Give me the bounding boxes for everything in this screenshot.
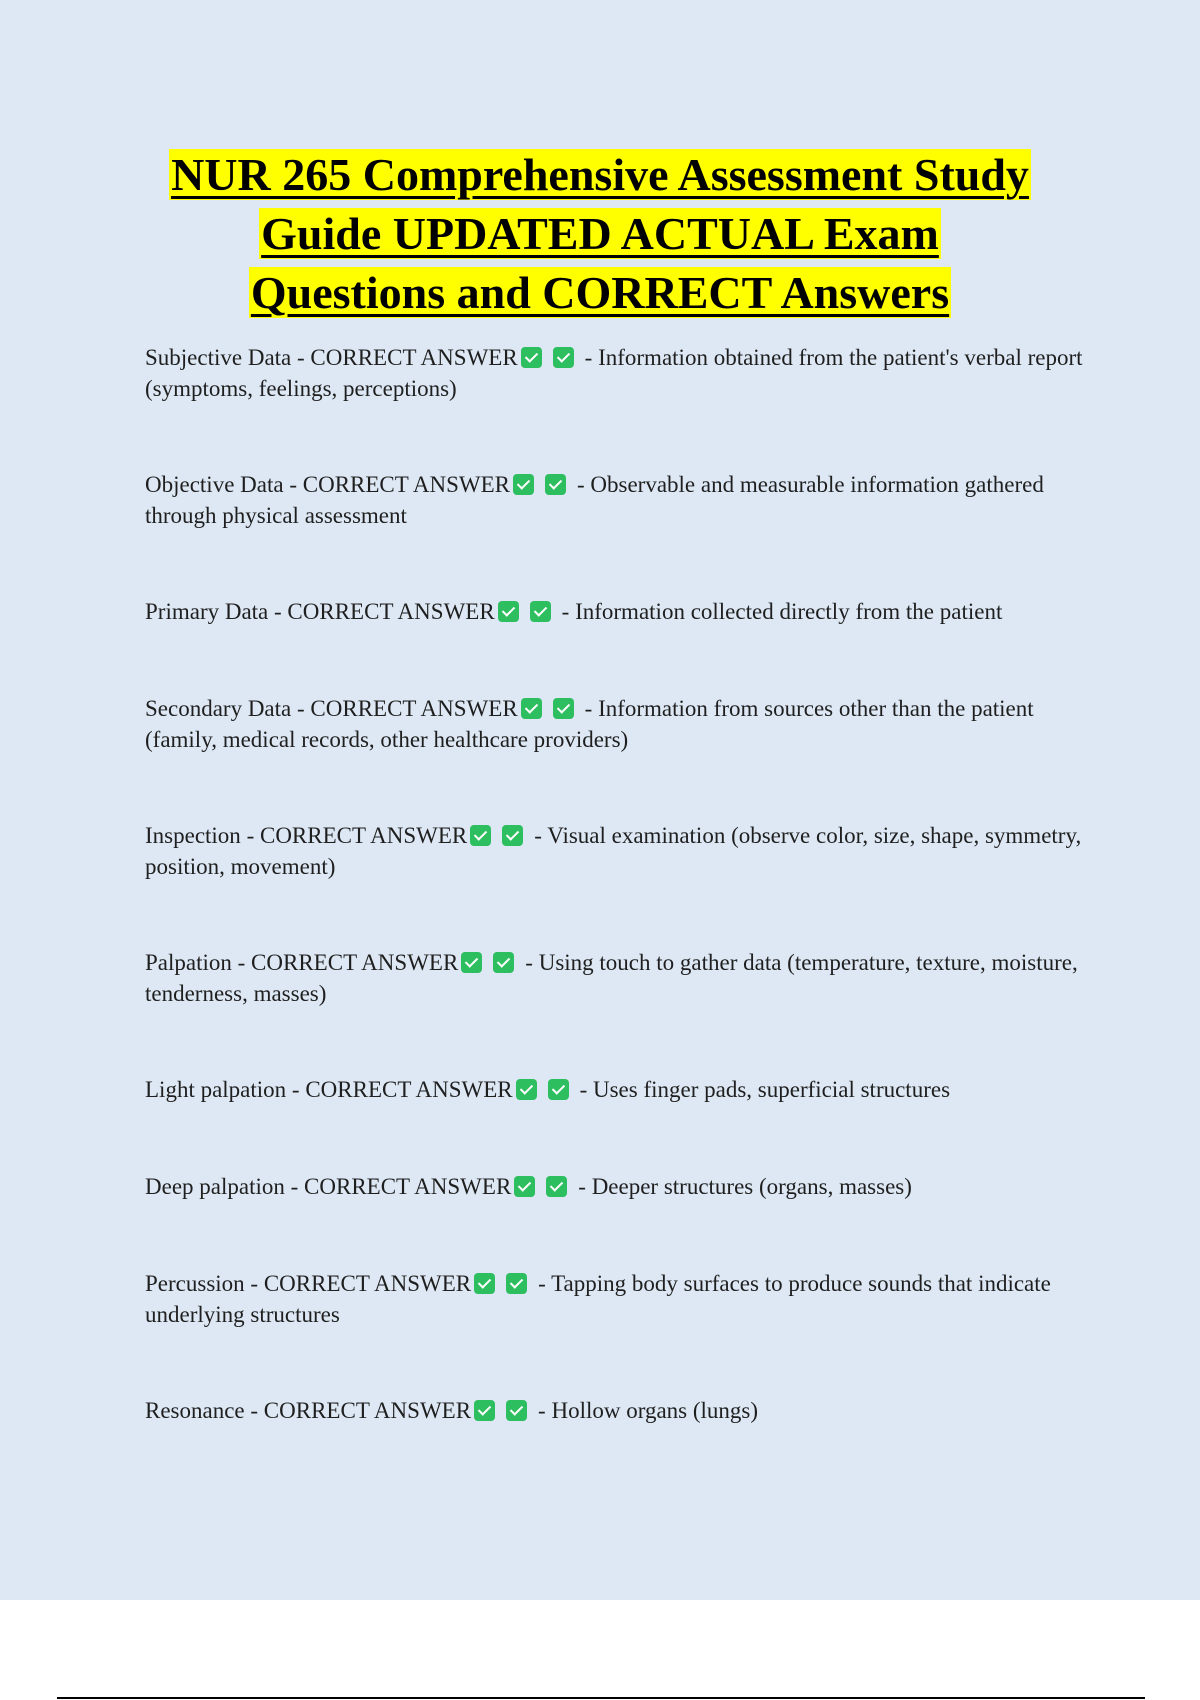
correct-answer-marker: - CORRECT ANSWER — [291, 1077, 513, 1102]
qa-entry — [145, 820, 1095, 947]
title-line: Guide UPDATED ACTUAL Exam — [261, 208, 939, 259]
check-mark-icon — [474, 1400, 495, 1421]
entry-term: Primary Data — [145, 599, 269, 624]
check-mark-icon — [461, 952, 482, 973]
entry-term: Percussion — [145, 1271, 245, 1296]
qa-entry — [145, 1395, 1095, 1492]
check-mark-icon — [470, 825, 491, 846]
entry-answer: - Hollow organs (lungs) — [538, 1398, 759, 1423]
entry-answer: - Information collected directly from the patient — [561, 599, 1003, 624]
qa-entry — [145, 596, 1095, 693]
document-title — [100, 145, 1100, 322]
check-mark-icon — [546, 1176, 567, 1197]
entry-term: Palpation — [145, 950, 232, 975]
entry-answer: - Information obtained from the patient's verbal report (symptoms, feelings, perceptions) — [145, 345, 1083, 401]
check-mark-icon — [506, 1273, 527, 1294]
correct-answer-marker: - CORRECT ANSWER — [246, 823, 468, 848]
correct-answer-marker: - CORRECT ANSWER — [297, 696, 518, 721]
entry-term: Subjective Data — [145, 345, 292, 370]
check-mark-icon — [498, 601, 519, 622]
check-mark-icon — [545, 474, 566, 495]
qa-entry — [145, 1074, 1095, 1171]
check-mark-icon — [553, 347, 574, 368]
qa-entry — [145, 1171, 1095, 1268]
entry-term: Deep palpation — [145, 1174, 285, 1199]
entry-answer: - Visual examination (observe color, size, shape, symmetry, position, movement) — [145, 823, 1082, 879]
entry-answer: - Information from sources other than the patient (family, medical records, other healthcare providers) — [145, 696, 1034, 752]
qa-entry — [145, 947, 1095, 1074]
entry-term: Light palpation — [145, 1077, 287, 1102]
correct-answer-marker: - CORRECT ANSWER — [250, 1398, 472, 1423]
check-mark-icon — [553, 698, 574, 719]
correct-answer-marker: - CORRECT ANSWER — [289, 472, 510, 497]
entry-term: Objective Data — [145, 472, 284, 497]
check-mark-icon — [513, 474, 534, 495]
correct-answer-marker: - CORRECT ANSWER — [297, 345, 518, 370]
qa-entry — [145, 693, 1095, 820]
title-line: Questions and CORRECT Answers — [250, 267, 950, 318]
entry-term: Inspection — [145, 823, 241, 848]
check-mark-icon — [521, 698, 542, 719]
check-mark-icon — [506, 1400, 527, 1421]
entry-answer: - Observable and measurable information gathered through physical assessment — [145, 472, 1044, 528]
check-mark-icon — [530, 601, 551, 622]
check-mark-icon — [493, 952, 514, 973]
check-mark-icon — [516, 1079, 537, 1100]
entry-answer: - Uses finger pads, superficial structures — [579, 1077, 951, 1102]
footer-divider — [57, 1697, 1145, 1699]
check-mark-icon — [514, 1176, 535, 1197]
qa-entry — [145, 469, 1095, 596]
entry-term: Secondary Data — [145, 696, 292, 721]
entry-answer: - Using touch to gather data (temperature, texture, moisture, tenderness, masses) — [145, 950, 1078, 1006]
entry-answer: - Deeper structures (organs, masses) — [578, 1174, 912, 1199]
correct-answer-marker: - CORRECT ANSWER — [290, 1174, 512, 1199]
qa-list — [145, 342, 1095, 1492]
check-mark-icon — [548, 1079, 569, 1100]
qa-entry — [145, 342, 1095, 469]
qa-entry — [145, 1268, 1095, 1395]
entry-term: Resonance — [145, 1398, 245, 1423]
check-mark-icon — [502, 825, 523, 846]
correct-answer-marker: - CORRECT ANSWER — [250, 1271, 472, 1296]
correct-answer-marker: - CORRECT ANSWER — [237, 950, 459, 975]
check-mark-icon — [521, 347, 542, 368]
correct-answer-marker: - CORRECT ANSWER — [274, 599, 495, 624]
check-mark-icon — [474, 1273, 495, 1294]
title-line: NUR 265 Comprehensive Assessment Study — [171, 149, 1029, 200]
entry-answer: - Tapping body surfaces to produce sounds that indicate underlying structures — [145, 1271, 1051, 1327]
